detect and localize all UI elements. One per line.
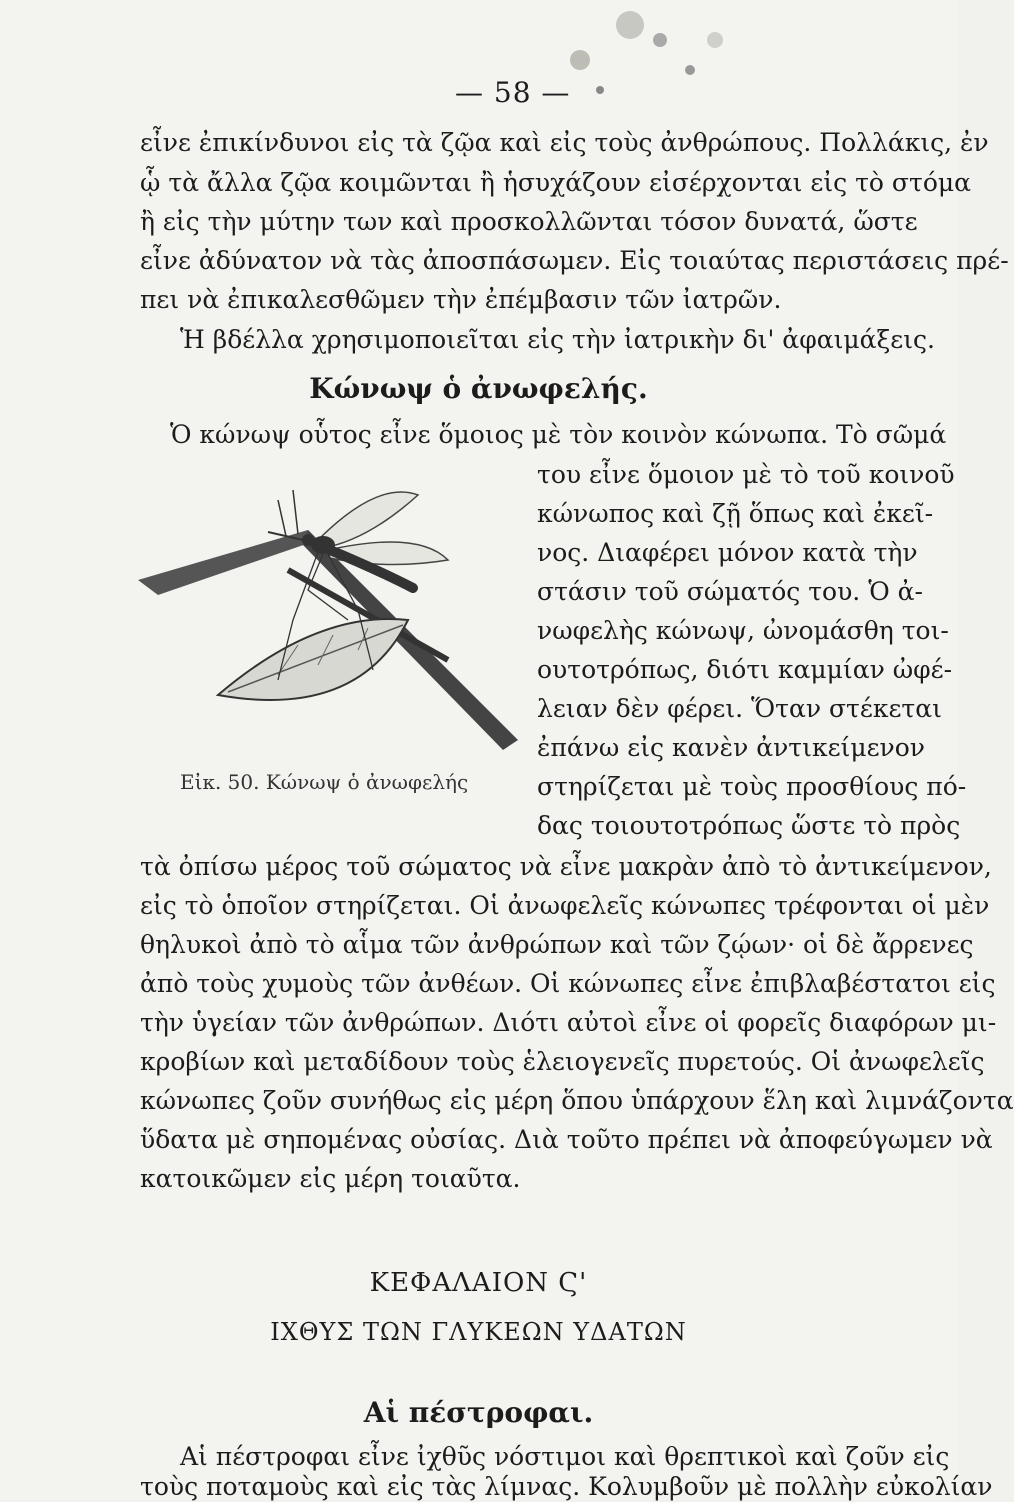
text-line: εἶνε ἐπικίνδυνοι εἰς τὰ ζῷα καὶ εἰς τοὺς ἀνθρώπους. Πολλάκις, ἐν [140, 128, 989, 157]
section-heading-trout: Αἱ πέστροφαι. [363, 1396, 594, 1429]
text-line: τὴν ὑγείαν τῶν ἀνθρώπων. Διότι αὐτοὶ εἶνε οἱ φορεῖς διαφόρων μι- [140, 1008, 997, 1037]
text-line: νωφελὴς κώνωψ, ὠνομάσθη τοι- [537, 616, 949, 645]
figure-caption: Εἰκ. 50. Κώνωψ ὁ ἀνωφελής [180, 770, 469, 794]
text-line: θηλυκοὶ ἀπὸ τὸ αἷμα τῶν ἀνθρώπων καὶ τῶν ζῴων· οἱ δὲ ἄρρενες [140, 930, 974, 959]
text-line: στάσιν τοῦ σώματός του. Ὁ ἀ- [537, 577, 923, 606]
text-line: κώνωπες ζοῦν συνήθως εἰς μέρη ὅπου ὑπάρχουν ἕλη καὶ λιμνάζοντα [140, 1086, 1014, 1115]
text-line: νος. Διαφέρει μόνον κατὰ τὴν [537, 538, 918, 567]
text-line: του εἶνε ὅμοιον μὲ τὸ τοῦ κοινοῦ [537, 460, 955, 489]
text-line: λειαν δὲν φέρει. Ὅταν στέκεται [537, 694, 942, 723]
text-line: τὰ ὀπίσω μέρος τοῦ σώματος νὰ εἶνε μακρὰν ἀπὸ τὸ ἀντικείμενον, [140, 852, 992, 881]
text-line: ἐπάνω εἰς κανὲν ἀντικείμενον [537, 733, 925, 762]
text-line: Αἱ πέστροφαι εἶνε ἰχθῦς νόστιμοι καὶ θρεπτικοὶ καὶ ζοῦν εἰς [180, 1442, 950, 1471]
text-line: ἀπὸ τοὺς χυμοὺς τῶν ἀνθέων. Οἱ κώνωπες εἶνε ἐπιβλαβέστατοι εἰς [140, 969, 996, 998]
text-line: ἢ εἰς τὴν μύτην των καὶ προσκολλῶνται τόσον δυνατά, ὥστε [140, 207, 918, 236]
text-line: τοὺς ποταμοὺς καὶ εἰς τὰς λίμνας. Κολυμβοῦν μὲ πολλὴν εὐκολίαν [140, 1472, 993, 1501]
text-line: Ὁ κώνωψ οὗτος εἶνε ὅμοιος μὲ τὸν κοινὸν κώνωπα. Τὸ σῶμά [170, 420, 947, 449]
section-heading-anopheles: Κώνωψ ὁ ἀνωφελής. [309, 372, 648, 405]
text-line: δας τοιουτοτρόπως ὥστε τὸ πρὸς [537, 811, 961, 840]
text-line: κατοικῶμεν εἰς μέρη τοιαῦτα. [140, 1164, 521, 1193]
text-line: ουτοτρόπως, διότι καμμίαν ὠφέ- [537, 655, 953, 684]
text-line: πει νὰ ἐπικαλεσθῶμεν τὴν ἐπέμβασιν τῶν ἰατρῶν. [140, 285, 782, 314]
chapter-title: ΙΧΘΥΣ ΤΩΝ ΓΛΥΚΕΩΝ ΥΔΑΤΩΝ [270, 1318, 687, 1346]
chapter-label: ΚΕΦΑΛΑΙΟΝ Ϛ' [369, 1268, 588, 1298]
text-line: εἰς τὸ ὁποῖον στηρίζεται. Οἱ ἀνωφελεῖς κώνωπες τρέφονται οἱ μὲν [140, 891, 990, 920]
mosquito-illustration [118, 470, 538, 770]
text-line: στηρίζεται μὲ τοὺς προσθίους πό- [537, 772, 967, 801]
text-line: κροβίων καὶ μεταδίδουν τοὺς ἑλειογενεῖς πυρετούς. Οἱ ἀνωφελεῖς [140, 1047, 985, 1076]
ink-stain [540, 0, 780, 110]
text-line: ὕδατα μὲ σηπομένας οὐσίας. Διὰ τοῦτο πρέπει νὰ ἀποφεύγωμεν νὰ [140, 1125, 993, 1154]
text-line: εἶνε ἀδύνατον νὰ τὰς ἀποσπάσωμεν. Εἰς τοιαύτας περιστάσεις πρέ- [140, 246, 1009, 275]
text-line: κώνωπος καὶ ζῇ ὅπως καὶ ἐκεῖ- [537, 499, 934, 528]
page-number: — 58 — [455, 76, 571, 109]
text-line: Ἡ βδέλλα χρησιμοποιεῖται εἰς τὴν ἰατρικὴν δι' ἀφαιμάξεις. [180, 325, 935, 354]
text-line: ᾧ τὰ ἄλλα ζῷα κοιμῶνται ἢ ἡσυχάζουν εἰσέρχονται εἰς τὸ στόμα [140, 168, 972, 197]
